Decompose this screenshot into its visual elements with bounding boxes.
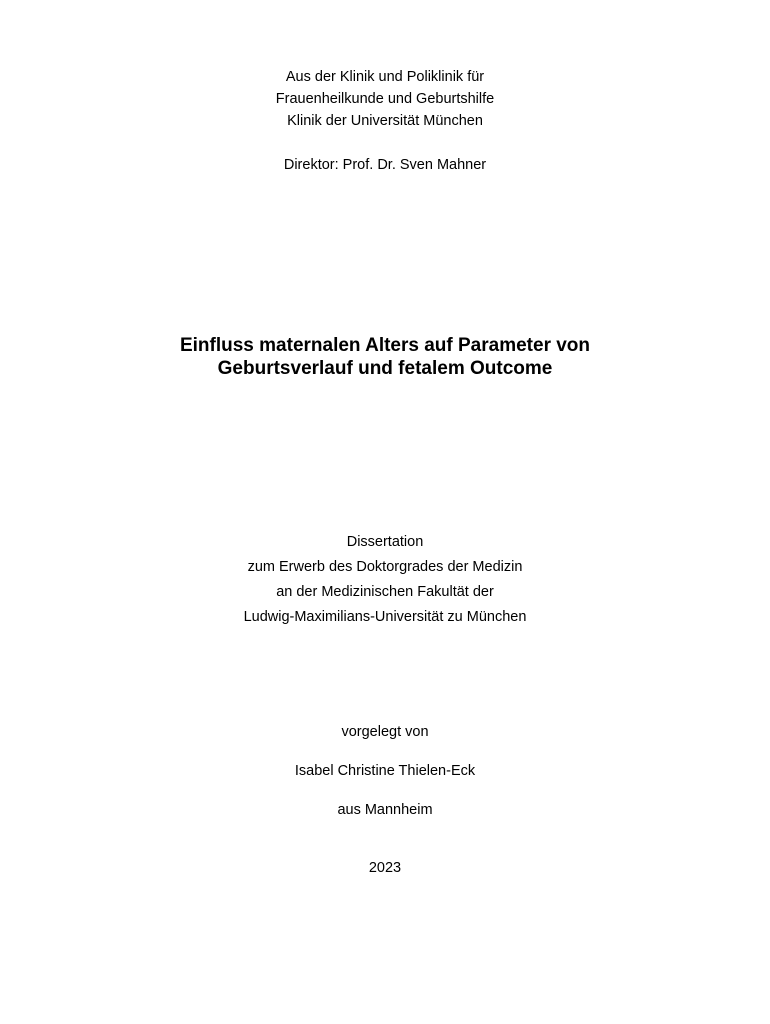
submitted-by-label: vorgelegt von bbox=[341, 724, 429, 740]
thesis-title-line-2: Geburtsverlauf und fetalem Outcome bbox=[217, 358, 553, 379]
director-line: Direktor: Prof. Dr. Sven Mahner bbox=[283, 157, 487, 173]
institution-line-3: Klinik der Universität München bbox=[287, 113, 483, 129]
dissertation-label: Dissertation bbox=[346, 534, 424, 550]
dissertation-line-3: Ludwig-Maximilians-Universität zu München bbox=[243, 609, 527, 625]
thesis-title-line-1: Einfluss maternalen Alters auf Parameter von bbox=[179, 335, 591, 356]
year: 2023 bbox=[368, 860, 402, 876]
institution-line-1: Aus der Klinik und Poliklinik für bbox=[285, 69, 485, 85]
dissertation-line-2: an der Medizinischen Fakultät der bbox=[276, 584, 494, 600]
dissertation-line-1: zum Erwerb des Doktorgrades der Medizin bbox=[247, 559, 523, 575]
author-origin: aus Mannheim bbox=[337, 802, 433, 818]
author-name: Isabel Christine Thielen-Eck bbox=[294, 763, 476, 779]
institution-line-2: Frauenheilkunde und Geburtshilfe bbox=[275, 91, 495, 107]
